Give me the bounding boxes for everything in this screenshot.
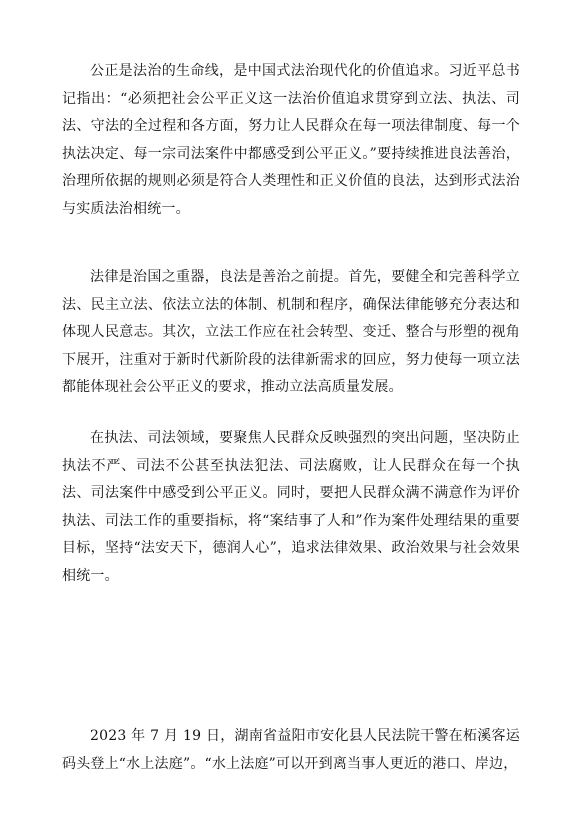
paragraph-4: 2023 年 7 月 19 日，湖南省益阳市安化县人民法院干警在柘溪客运码头登上“水上法庭”。“水上法庭”可以开到离当事人更近的港口、岸边， <box>62 728 520 772</box>
paragraph-1: 公正是法治的生命线，是中国式法治现代化的价值追求。习近平总书记指出：“必须把社会公平正义这一法治价值追求贯穿到立法、执法、司法、守法的全过程和各方面，努力让人民群众在每一项法律制度、每一个执法决定、每一宗司法案件中都感受到公平正义。”要持续推进良法善治，治理所依据的规则必须是符合人类理性和正义价值的良法，达到形式法治与实质法治相统一。 <box>62 63 520 217</box>
paragraph-3: 在执法、司法领域，要聚焦人民群众反映强烈的突出问题，坚决防止执法不严、司法不公甚至执法犯法、司法腐败，让人民群众在每一个执法、司法案件中感受到公平正义。同时，要把人民群众满不满意作为评价执法、司法工作的重要指标，将“案结事了人和”作为案件处理结果的重要目标，坚持“法安天下，德润人心”，追求法律效果、政治效果与社会效果相统一。 <box>62 430 520 584</box>
paragraph-2: 法律是治国之重器，良法是善治之前提。首先，要健全和完善科学立法、民主立法、依法立法的体制、机制和程序，确保法律能够充分表达和体现人民意志。其次，立法工作应在社会转型、变迁、整合与形塑的视角下展开，注重对于新时代新阶段的法律新需求的回应，努力使每一项立法都能体现社会公平正义的要求，推动立法高质量发展。 <box>62 269 520 395</box>
